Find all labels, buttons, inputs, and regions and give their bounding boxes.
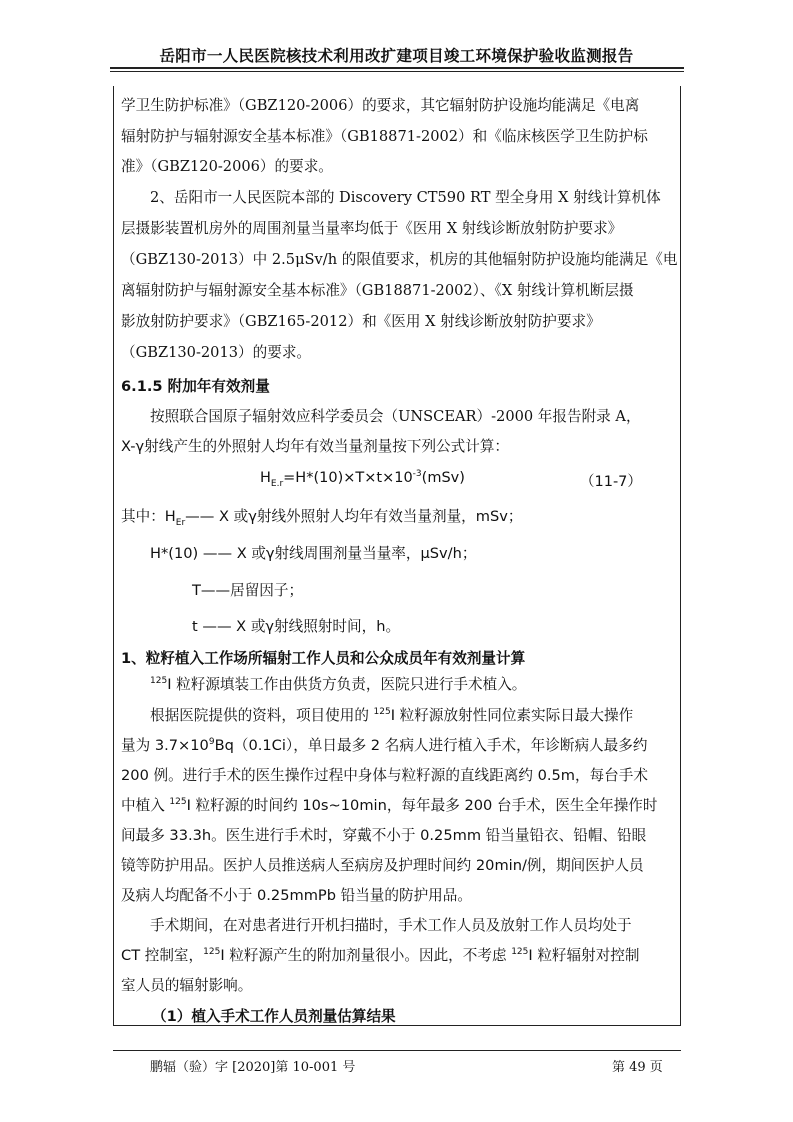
paragraph-text: I 粒籽辐射对控制 — [528, 947, 640, 964]
paragraph-text: CT 控制室， — [121, 947, 204, 964]
text-line: 2、岳阳市一人民医院本部的 Discovery CT590 RT 型全身用 X 射线计算机体 — [150, 189, 661, 206]
paragraph-line — [150, 706, 676, 726]
paragraph-text: Bq（0.1Ci），单日最多 2 名病人进行植入手术，年诊断病人最多约 — [214, 737, 648, 754]
report-number: 鹏辐（验）字 [2020]第 10-001 号 — [150, 1060, 356, 1075]
definition-lead: 其中：H — [121, 508, 176, 525]
paragraph-text: 中植入 — [121, 797, 170, 814]
definition-line: T——居留因子； — [192, 582, 304, 599]
paragraph-text: I 粒籽源放射性同位素实际日最大操作 — [390, 707, 634, 724]
text-line: X-γ射线产生的外照射人均年有效当量剂量按下列公式计算： — [121, 438, 510, 455]
formula-unit: (mSv) — [421, 470, 465, 486]
section-heading: 6.1.5 附加年有效剂量 — [121, 378, 270, 395]
isotope-superscript: 125 — [373, 707, 391, 718]
text-line: 层摄影装置机房外的周围剂量当量率均低于《医用 X 射线诊断放射防护要求》 — [121, 220, 623, 237]
header-rule — [110, 67, 684, 69]
paragraph-line: 及病人均配备不小于 0.25mmPb 铅当量的防护用品。 — [121, 887, 472, 904]
text-line: 离辐射防护与辐射源安全基本标准》（GB18871-2002）、《X 射线计算机断层摄 — [121, 282, 634, 299]
formula-rhs: =H*(10)×T×t×10 — [283, 470, 413, 486]
report-title: 岳阳市一人民医院核技术利用改扩建项目竣工环境保护验收监测报告 — [159, 47, 634, 65]
paragraph-line — [121, 736, 676, 756]
paragraph-text: I 粒籽源的时间约 10s~10min，每年最多 200 台手术，医生全年操作时 — [186, 797, 658, 814]
paragraph-line: 镜等防护用品。医护人员推送病人至病房及护理时间约 20min/例，期间医护人员 — [121, 857, 644, 874]
definition-line: H*(10) —— X 或γ射线周围剂量当量率，μSv/h； — [150, 545, 477, 562]
isotope-superscript: 125 — [169, 797, 187, 808]
text-line: （GBZ130-2013）中 2.5μSv/h 的限值要求，机房的其他辐射防护设施均能满足《电 — [121, 251, 678, 268]
sub-heading: 1、粒籽植入工作场所辐射工作人员和公众成员年有效剂量计算 — [121, 650, 526, 667]
definition-line — [121, 507, 676, 527]
paragraph-line: 室人员的辐射影响。 — [121, 977, 253, 994]
paragraph-text: 量为 3.7×10 — [121, 737, 209, 754]
isotope-superscript: 125 — [203, 947, 221, 958]
paragraph-line: 手术期间，在对患者进行开机扫描时，手术工作人员及放射工作人员均处于 — [150, 917, 632, 934]
header-rule-thin — [110, 71, 684, 72]
text-line: 准》（GBZ120-2006）的要求。 — [121, 158, 333, 175]
paragraph-line — [150, 675, 676, 695]
isotope-superscript: 125 — [150, 676, 168, 687]
definition-subscript: Er — [175, 517, 186, 528]
formula-lhs: H — [260, 470, 271, 486]
formula-exponent: -3 — [412, 469, 422, 480]
definition-text: —— X 或γ射线外照射人均年有效当量剂量，mSv； — [185, 508, 523, 525]
paragraph-line: 200 例。进行手术的医生操作过程中身体与粒籽源的直线距离约 0.5m，每台手术 — [121, 767, 648, 784]
definition-line: t —— X 或γ射线照射时间，h。 — [192, 618, 401, 635]
text-line: 影放射防护要求》（GBZ165-2012）和《医用 X 射线诊断放射防护要求》 — [121, 313, 601, 330]
exponent-superscript: 9 — [208, 737, 215, 748]
paragraph-line: 间最多 33.3h。医生进行手术时，穿戴不小于 0.25mm 铅当量铅衣、铅帽、铅眼 — [121, 827, 647, 844]
sub-heading: （1）植入手术工作人员剂量估算结果 — [152, 1008, 396, 1025]
text-line: 学卫生防护标准》（GBZ120-2006）的要求，其它辐射防护设施均能满足《电离 — [121, 97, 640, 114]
isotope-superscript: 125 — [511, 947, 529, 958]
page-number: 第 49 页 — [612, 1060, 663, 1075]
equation-number: （11-7） — [580, 474, 642, 490]
footer-rule — [113, 1050, 681, 1051]
text-line: 辐射防护与辐射源安全基本标准》（GB18871-2002）和《临床核医学卫生防护标 — [121, 128, 648, 145]
dose-formula — [260, 469, 465, 489]
paragraph-line — [121, 946, 676, 966]
paragraph-text: 根据医院提供的资料，项目使用的 — [150, 707, 374, 724]
paragraph-text: I 粒籽源产生的附加剂量很小。因此，不考虑 — [220, 947, 512, 964]
paragraph-line — [121, 796, 676, 816]
formula-lhs-subscript: E.r — [270, 478, 284, 489]
text-line: 按照联合国原子辐射效应科学委员会（UNSCEAR）-2000 年报告附录 A， — [150, 408, 641, 425]
text-line: （GBZ130-2013）的要求。 — [121, 344, 312, 361]
paragraph-text: I 粒籽源填装工作由供货方负责，医院只进行手术植入。 — [167, 676, 527, 693]
